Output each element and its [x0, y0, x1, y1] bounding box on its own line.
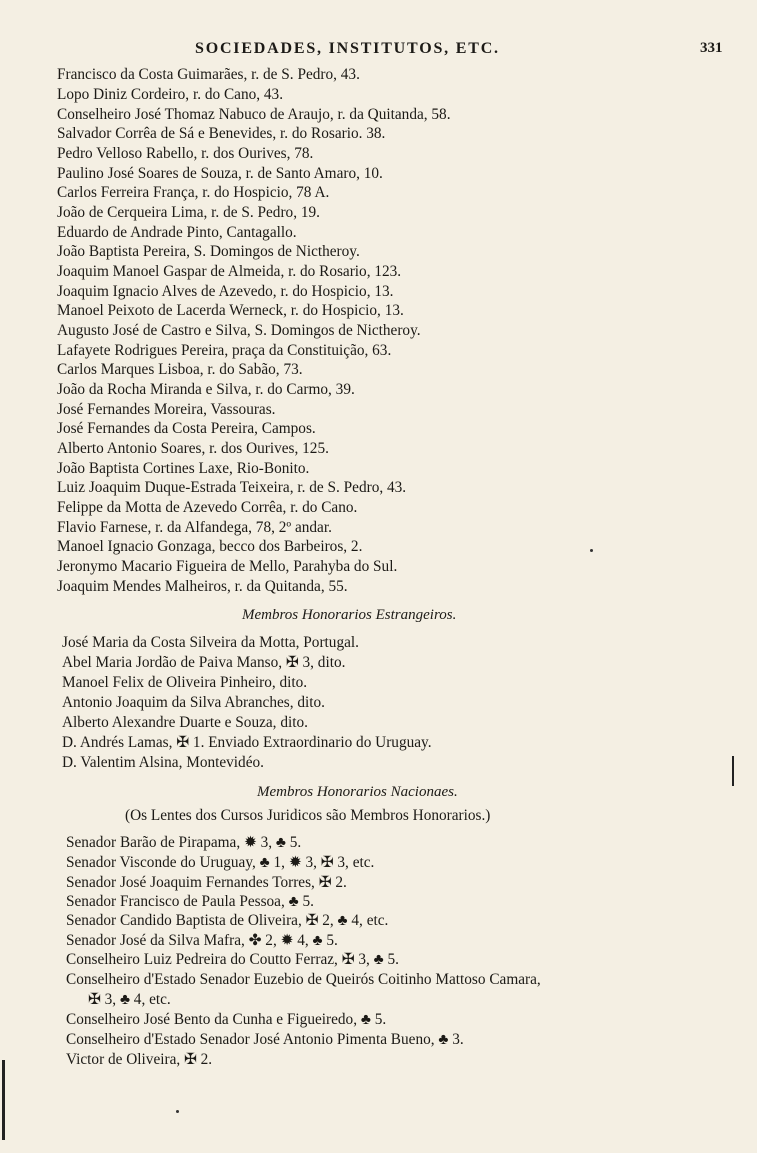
section-heading: Membros Honorarios Estrangeiros.	[242, 607, 457, 623]
list-item: Lafayete Rodrigues Pereira, praça da Constituição, 63.	[57, 342, 392, 359]
list-item: Senador Francisco de Paula Pessoa, ♣ 5.	[66, 893, 314, 910]
list-item: João Baptista Pereira, S. Domingos de Nictheroy.	[57, 243, 360, 260]
list-item: Alberto Antonio Soares, r. dos Ourives, 125.	[57, 440, 329, 457]
list-item: João da Rocha Miranda e Silva, r. do Carmo, 39.	[57, 381, 355, 398]
list-item: Felippe da Motta de Azevedo Corrêa, r. do Cano.	[57, 499, 358, 516]
margin-mark	[732, 756, 734, 786]
list-item: Conselheiro d'Estado Senador José Antonio Pimenta Bueno, ♣ 3.	[66, 1031, 464, 1048]
list-item: Senador Candido Baptista de Oliveira, ✠ 2, ♣ 4, etc.	[66, 912, 389, 929]
list-item: Francisco da Costa Guimarães, r. de S. Pedro, 43.	[57, 66, 360, 83]
list-item: Senador Visconde do Uruguay, ♣ 1, ✹ 3, ✠ 3, etc.	[66, 854, 375, 871]
section-heading: Membros Honorarios Nacionaes.	[257, 784, 458, 800]
list-item: Carlos Ferreira França, r. do Hospicio, 78 A.	[57, 184, 330, 201]
list-item: Augusto José de Castro e Silva, S. Domingos de Nictheroy.	[57, 322, 421, 339]
ink-speck	[590, 549, 593, 552]
list-item: Salvador Corrêa de Sá e Benevides, r. do Rosario. 38.	[57, 125, 386, 142]
list-item: ✠ 3, ♣ 4, etc.	[88, 991, 171, 1008]
list-item: Eduardo de Andrade Pinto, Cantagallo.	[57, 224, 297, 241]
list-item: José Maria da Costa Silveira da Motta, Portugal.	[62, 634, 359, 651]
list-item: Carlos Marques Lisboa, r. do Sabão, 73.	[57, 361, 303, 378]
list-item: Pedro Velloso Rabello, r. dos Ourives, 78.	[57, 145, 314, 162]
list-item: Manoel Ignacio Gonzaga, becco dos Barbeiros, 2.	[57, 538, 363, 555]
list-item: Conselheiro José Thomaz Nabuco de Araujo, r. da Quitanda, 58.	[57, 106, 451, 123]
list-item: Victor de Oliveira, ✠ 2.	[66, 1051, 213, 1068]
list-item: Joaquim Mendes Malheiros, r. da Quitanda, 55.	[57, 578, 348, 595]
list-item: Joaquim Manoel Gaspar de Almeida, r. do Rosario, 123.	[57, 263, 402, 280]
list-item: Senador José Joaquim Fernandes Torres, ✠ 2.	[66, 874, 347, 891]
list-item: Senador Barão de Pirapama, ✹ 3, ♣ 5.	[66, 834, 302, 851]
list-item: Conselheiro José Bento da Cunha e Figueiredo, ♣ 5.	[66, 1011, 387, 1028]
list-item: Joaquim Ignacio Alves de Azevedo, r. do Hospicio, 13.	[57, 283, 394, 300]
list-item: João Baptista Cortines Laxe, Rio-Bonito.	[57, 460, 310, 477]
ink-speck	[176, 1110, 179, 1113]
binding-edge-mark	[2, 1060, 5, 1140]
list-item: Senador José da Silva Mafra, ✤ 2, ✹ 4, ♣ 5.	[66, 932, 338, 949]
page-number: 331	[700, 40, 723, 56]
list-item: Manoel Peixoto de Lacerda Werneck, r. do Hospicio, 13.	[57, 302, 404, 319]
list-item: Antonio Joaquim da Silva Abranches, dito.	[62, 694, 325, 711]
list-item: Abel Maria Jordão de Paiva Manso, ✠ 3, dito.	[62, 654, 346, 671]
page-header	[0, 40, 757, 60]
list-item: José Fernandes da Costa Pereira, Campos.	[57, 420, 316, 437]
list-item: Flavio Farnese, r. da Alfandega, 78, 2º andar.	[57, 519, 332, 536]
list-item: D. Valentim Alsina, Montevidéo.	[62, 754, 264, 771]
list-item: Luiz Joaquim Duque-Estrada Teixeira, r. de S. Pedro, 43.	[57, 479, 407, 496]
section-note: (Os Lentes dos Cursos Juridicos são Membros Honorarios.)	[125, 807, 491, 824]
list-item: Conselheiro Luiz Pedreira do Coutto Ferraz, ✠ 3, ♣ 5.	[66, 951, 399, 968]
list-item: Paulino José Soares de Souza, r. de Santo Amaro, 10.	[57, 165, 383, 182]
header-title: SOCIEDADES, INSTITUTOS, ETC.	[195, 40, 500, 57]
list-item: Lopo Diniz Cordeiro, r. do Cano, 43.	[57, 86, 284, 103]
list-item: Alberto Alexandre Duarte e Souza, dito.	[62, 714, 308, 731]
list-item: Jeronymo Macario Figueira de Mello, Parahyba do Sul.	[57, 558, 398, 575]
list-item: Conselheiro d'Estado Senador Euzebio de Queirós Coitinho Mattoso Camara,	[66, 971, 541, 988]
list-item: Manoel Felix de Oliveira Pinheiro, dito.	[62, 674, 308, 691]
list-item: D. Andrés Lamas, ✠ 1. Enviado Extraordinario do Uruguay.	[62, 734, 432, 751]
list-item: José Fernandes Moreira, Vassouras.	[57, 401, 276, 418]
list-item: João de Cerqueira Lima, r. de S. Pedro, 19.	[57, 204, 320, 221]
